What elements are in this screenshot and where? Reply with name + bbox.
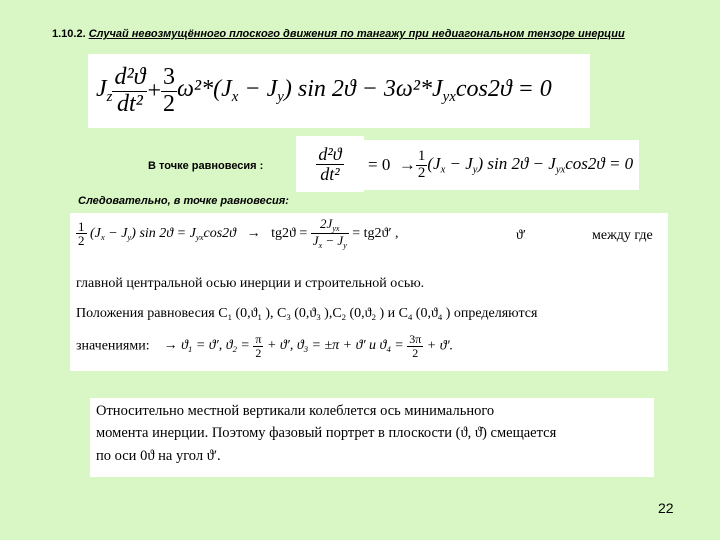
section-title: Случай невозмущённого плоского движения по тангажу при недиагональном тензоре инерции [88, 28, 625, 40]
equilibrium-arrow: → [398, 155, 416, 174]
main-equation [88, 54, 590, 128]
derivation-row-3: Положения равновесия $C_1$ ($0,ϑ_1$ ), $C_3$ ($0,ϑ_3$ )$,C_2$ ($0,ϑ_2$ ) и $C_4$ ($0,ϑ_4$ ) определяются [76, 306, 538, 323]
page-number: 22 [658, 500, 674, 516]
consequently-label: Следовательно, в точке равновесия: [78, 195, 289, 207]
derivation-theta-prime: ϑ′ [516, 228, 526, 243]
equilibrium-derivation-block [70, 213, 668, 371]
derivation-between: между где [592, 228, 653, 243]
derivation-row-1: $\frac{1}{2}$ $(J_x - J_y)$ $\sin 2ϑ = J_{yx}\cos 2ϑ$ → tg2ϑ = $\frac{2J_{yx}}{J_x - J_y}$ = tg2ϑ′ , [78, 216, 399, 251]
eq-second-derivative: $\frac{\text{d²ϑ}}{\text{dt²}}$ [114, 64, 146, 117]
derivation-row-2: главной центральной осью инерции и строительной осью. [76, 276, 425, 291]
equilibrium-equation [362, 140, 639, 190]
equilibrium-derivative: $\frac{\text{d²ϑ}}{\text{dt²}}$ [296, 136, 364, 192]
section-number: 1.10.2. [52, 28, 86, 40]
equilibrium-eq-zero: = 0 [368, 155, 391, 174]
eq-body: $\omega^2*(J_x - J_y)$ $\sin 2ϑ - 3\omega^2*J_{yx}\cos 2ϑ = 0$ [176, 75, 552, 106]
equilibrium-half: $\frac{1}{2}$ [417, 147, 426, 181]
eq-three-halves: $\frac{3}{2}$ [162, 64, 175, 117]
equilibrium-label: В точке равновесия : [148, 160, 264, 172]
equilibrium-body: $(J_x - J_y)$ $\sin 2ϑ - J_{yx}\cos 2ϑ = 0$ [427, 154, 634, 176]
section-heading [52, 28, 712, 40]
paragraph-line-3: по оси 0ϑ на угол ϑ′. [96, 447, 221, 464]
derivation-row-4: значениями: → $ϑ_1 = ϑ'$, $ϑ_2$ = $\frac{\pi}{2}$ + ϑ′, $ϑ_3 = \pm\pi + ϑ'$ и $ϑ_4$ = $\frac{3\pi}{2}$ + ϑ′. [76, 332, 454, 360]
eq-jz: $J_z$ [96, 75, 113, 106]
paragraph-line-1: Относительно местной вертикали колеблется ось минимального [96, 403, 495, 419]
phase-portrait-paragraph [90, 398, 654, 477]
paragraph-line-2: момента инерции. Поэтому фазовый портрет в плоскости (ϑ, ϑ̇) смещается [96, 425, 557, 442]
eq-plus: + [147, 77, 161, 104]
